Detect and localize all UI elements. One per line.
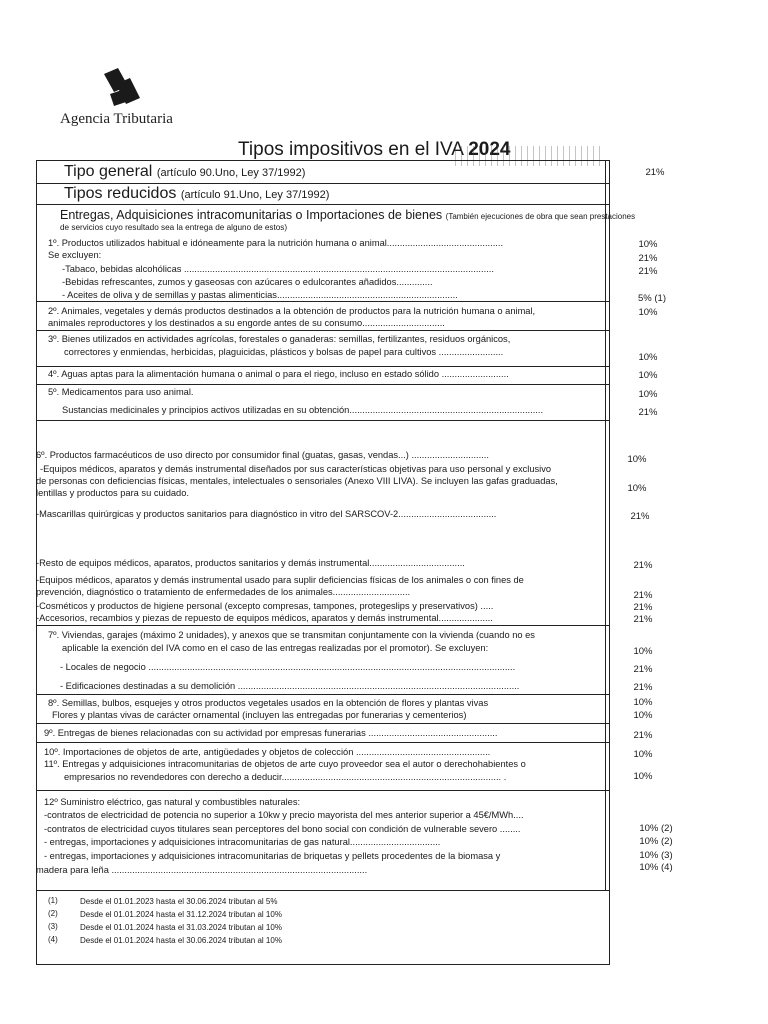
- list-item: -Mascarillas quirúrgicas y productos sanitarios para diagnóstico in vitro del SARSCOV-2......................................: [36, 509, 497, 519]
- rate-cell: 10% (4): [639, 862, 673, 873]
- list-item: 12º Suministro eléctrico, gas natural y combustibles naturales:: [44, 797, 301, 807]
- row-divider: [36, 790, 610, 791]
- list-item: 11º. Entregas y adquisiciones intracomunitarias de objetos de arte cuyo proveedor sea el autor o derechohabientes o: [44, 759, 526, 769]
- list-item: animales reproductores y los destinados a su engorde antes de su consumo................................: [48, 318, 445, 328]
- rate-cell: 21%: [633, 730, 653, 741]
- row-divider: [36, 723, 610, 724]
- page-title: Tipos impositivos en el IVA 2024: [238, 139, 511, 160]
- rate-cell: 10%: [633, 749, 653, 760]
- list-item: -Tabaco, bebidas alcohólicas ........................................................................................................................: [62, 264, 494, 274]
- list-item: 8º. Semillas, bulbos, esquejes y otros productos vegetales usados en la obtención de flores y plantas vivas: [48, 698, 489, 708]
- rate-cell: 10%: [638, 389, 658, 400]
- rate-cell: 10% (3): [639, 850, 673, 861]
- row-divider: [36, 204, 610, 205]
- row-divider: [36, 301, 610, 302]
- rate-cell: 21%: [633, 664, 653, 675]
- rate-cell: 21%: [633, 614, 653, 625]
- row-divider: [36, 366, 610, 367]
- general-rate-label: Tipo general (artículo 90.Uno, Ley 37/1992): [64, 163, 306, 180]
- rate-cell: 10%: [633, 710, 653, 721]
- list-item: 5º. Medicamentos para uso animal.: [48, 387, 194, 397]
- list-item: -Equipos médicos, aparatos y demás instrumental usado para suplir deficiencias físicas de los animales o con fines de: [36, 575, 524, 585]
- list-item: Flores y plantas vivas de carácter ornamental (incluyen las entregadas por funerarias y cementerios): [52, 710, 467, 720]
- rate-cell: 10%: [638, 239, 658, 250]
- list-item: - Edificaciones destinadas a su demolición .............................................................................................................: [60, 681, 520, 691]
- general-rate-value: 21%: [645, 167, 665, 178]
- rate-cell: 21%: [638, 266, 658, 277]
- list-item: -Resto de equipos médicos, aparatos, productos sanitarios y demás instrumental.....................................: [36, 558, 465, 568]
- list-item: -contratos de electricidad cuyos titulares sean perceptores del bono social con condición de vulnerable severo ........: [44, 824, 521, 834]
- list-item: 4º. Aguas aptas para la alimentación humana o animal o para el riego, incluso en estado sólido ..........................: [48, 369, 509, 379]
- list-item: madera para leña ...................................................................................................: [36, 865, 368, 875]
- list-item: - Locales de negocio ..............................................................................................................................................: [60, 662, 516, 672]
- footnote-mark: (4): [48, 935, 58, 944]
- reduced-rate-label: Tipos reducidos (artículo 91.Uno, Ley 37/1992): [64, 185, 330, 202]
- list-item: correctores y enmiendas, herbicidas, plaguicidas, plásticos y bolsas de papel para cultivos .........................: [64, 347, 504, 357]
- section-title: Entregas, Adquisiciones intracomunitarias o Importaciones de bienes (También ejecuciones de obra que sean prestaciones: [60, 208, 636, 222]
- rate-cell: 10%: [633, 697, 653, 708]
- list-item: 6º. Productos farmacéuticos de uso directo por consumidor final (guatas, gasas, vendas...) ..............................: [36, 450, 489, 460]
- row-divider: [36, 420, 610, 421]
- rate-cell: 21%: [633, 560, 653, 571]
- footnote-text: Desde el 01.01.2023 hasta el 30.06.2024 tributan al 5%: [80, 897, 278, 906]
- rate-cell: 10%: [627, 483, 647, 494]
- list-item: -Bebidas refrescantes, zumos y gaseosas con azúcares o edulcorantes añadidos..............: [62, 277, 433, 287]
- list-item: prevención, diagnóstico o tratamiento de enfermedades de los animales..............................: [36, 587, 411, 597]
- rate-cell: 10%: [633, 771, 653, 782]
- list-item: 9º. Entregas de bienes relacionadas con su actividad por empresas funerarias ..................................................: [44, 728, 498, 738]
- rate-cell: 10% (2): [639, 823, 673, 834]
- list-item: -Equipos médicos, aparatos y demás instrumental diseñados por sus características objetivas para uso personal y exclusivo: [40, 464, 552, 474]
- list-item: - entregas, importaciones y adquisiciones intracomunitarias de briquetas y pellets procedentes de la biomasa y: [44, 851, 501, 861]
- footnote-mark: (1): [48, 896, 58, 905]
- list-item: 2º. Animales, vegetales y demás productos destinados a la obtención de productos para la nutrición humana o animal,: [48, 306, 536, 316]
- org-name: Agencia Tributaria: [60, 111, 173, 127]
- footnote-text: Desde el 01.01.2024 hasta el 30.06.2024 tributan al 10%: [80, 936, 282, 945]
- row-divider: [36, 694, 610, 695]
- rate-cell: 21%: [630, 511, 650, 522]
- rate-cell: 21%: [633, 682, 653, 693]
- list-item: 1º. Productos utilizados habitual e idóneamente para la nutrición humana o animal.............................................: [48, 238, 504, 248]
- list-item: - entregas, importaciones y adquisiciones intracomunitarias de gas natural...................................: [44, 837, 441, 847]
- rate-cell: 10%: [627, 454, 647, 465]
- rate-column-divider: [605, 160, 606, 890]
- rate-cell: 10%: [633, 646, 653, 657]
- list-item: lentillas y productos para su cuidado.: [36, 488, 189, 498]
- row-divider: [36, 625, 610, 626]
- rate-cell: 10%: [638, 307, 658, 318]
- rate-cell: 21%: [633, 590, 653, 601]
- rate-cell: 21%: [638, 407, 658, 418]
- row-divider: [36, 330, 610, 331]
- list-item: - Aceites de oliva y de semillas y pastas alimenticias......................................................................: [62, 290, 458, 300]
- footnote-text: Desde el 01.01.2024 hasta el 31.12.2024 tributan al 10%: [80, 910, 282, 919]
- rate-cell: 10%: [638, 352, 658, 363]
- list-item: de personas con deficiencias físicas, mentales, intelectuales o sensoriales (Anexo VIII LIVA). Se incluyen las gafas graduadas,: [36, 476, 558, 486]
- list-item: aplicable la exención del IVA como en el caso de las entregas realizadas por el promotor). Se excluyen:: [62, 643, 489, 653]
- footnote-text: Desde el 01.01.2024 hasta el 31.03.2024 tributan al 10%: [80, 923, 282, 932]
- list-item: -contratos de electricidad de potencia no superior a 10kw y precio mayorista del mes anterior superior a 45€/MWh....: [44, 810, 524, 820]
- list-item: 3º. Bienes utilizados en actividades agrícolas, forestales o ganaderas: semillas, fertilizantes, residuos orgánicos,: [48, 334, 511, 344]
- list-item: Sustancias medicinales y principios activos utilizadas en su obtención...........................................................................: [62, 405, 544, 415]
- list-item: 7º. Viviendas, garajes (máximo 2 unidades), y anexos que se transmitan conjuntamente con la vivienda (cuando no es: [48, 630, 535, 640]
- footnote-mark: (2): [48, 909, 58, 918]
- section-note: de servicios cuyo resultado sea la entrega de alguno de estos): [60, 223, 288, 232]
- list-item: Se excluyen:: [48, 250, 102, 260]
- footnote-mark: (3): [48, 922, 58, 931]
- row-divider: [36, 890, 610, 891]
- list-item: 10º. Importaciones de objetos de arte, antigüedades y objetos de colección ....................................................: [44, 747, 491, 757]
- list-item: -Accesorios, recambios y piezas de repuesto de equipos médicos, aparatos y demás instrumental.....................: [36, 613, 493, 623]
- list-item: empresarios no revendedores con derecho a deducir..................................................................................... .: [64, 772, 507, 782]
- rate-cell: 21%: [633, 602, 653, 613]
- rate-cell: 21%: [638, 253, 658, 264]
- rate-cell: 10%: [638, 370, 658, 381]
- row-divider: [36, 742, 610, 743]
- rate-cell: 5% (1): [638, 293, 666, 304]
- row-divider: [36, 183, 610, 184]
- rate-cell: 10% (2): [639, 836, 673, 847]
- list-item: -Cosméticos y productos de higiene personal (excepto compresas, tampones, protegeslips y preservativos) .....: [36, 601, 494, 611]
- row-divider: [36, 384, 610, 385]
